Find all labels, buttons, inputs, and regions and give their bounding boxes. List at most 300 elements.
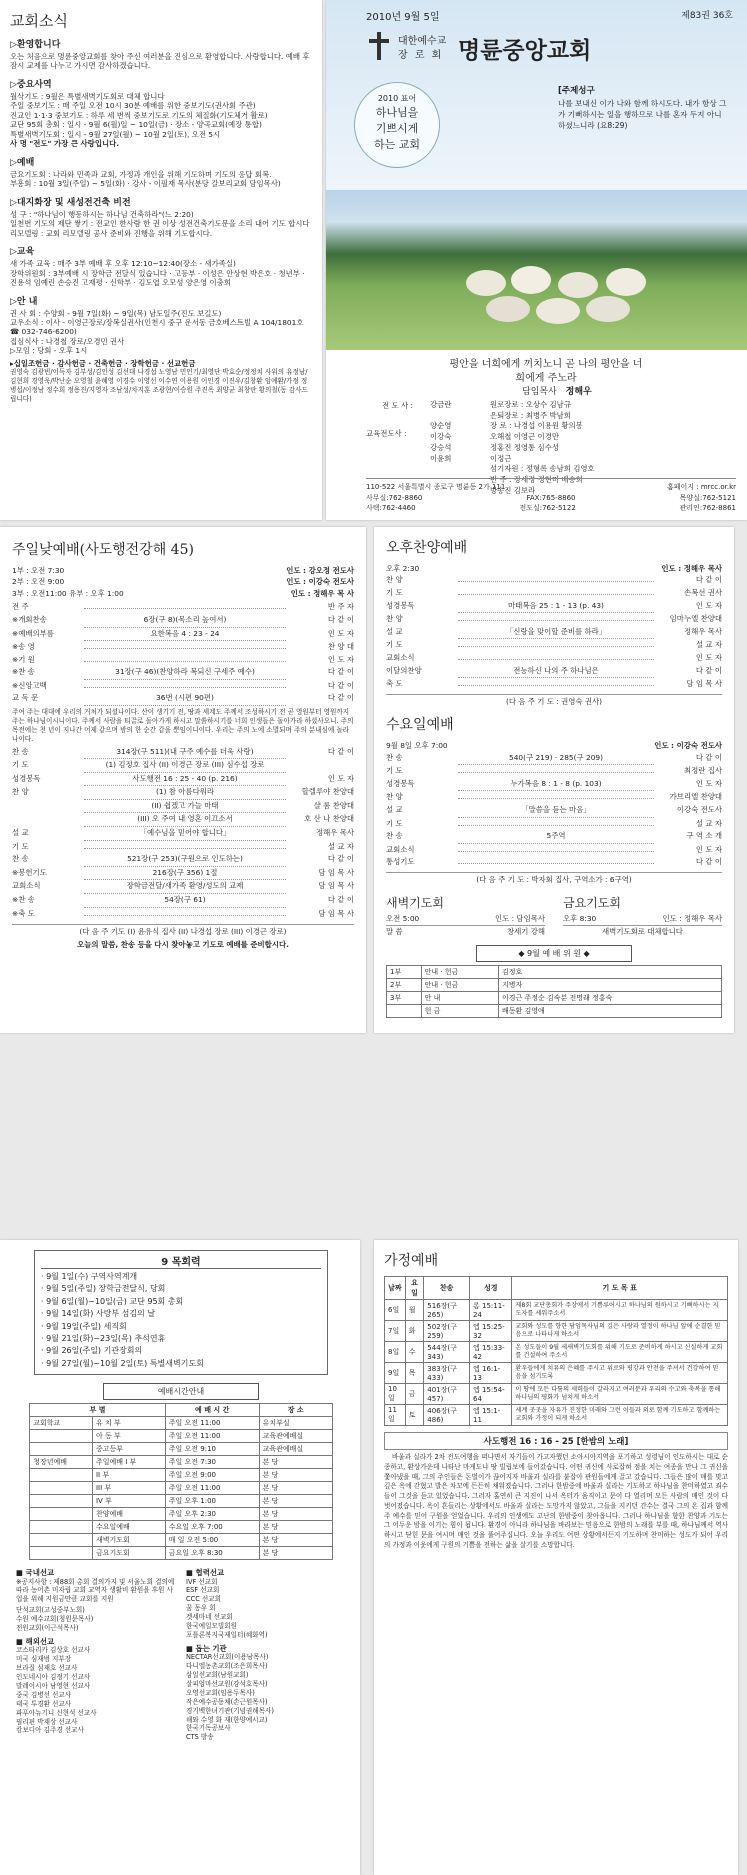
order-item: 기 도	[386, 818, 403, 828]
home-worship-cell: 화	[405, 1321, 424, 1342]
worship-order-row	[12, 867, 354, 881]
home-worship-cell: 502장(구 259)	[424, 1321, 470, 1342]
welcome-text: 오는 처음으로 명륜중앙교회를 찾아 주신 여러분을 진심으로 환영합니다. 사랑합니다. 예배 후 잠시 교제를 나누고 가시면 감사하겠습니다.	[10, 52, 310, 71]
schedule-cell: 본 당	[259, 1469, 332, 1482]
home-worship-cell: 엡 15:1-11	[470, 1405, 512, 1426]
order-content	[458, 581, 654, 582]
ministry-item: 사 명 "전도" 가장 큰 사랑입니다.	[10, 139, 120, 149]
order-of-worship-2	[12, 746, 354, 921]
support-org: 오영선교회(임용두목사)	[186, 1688, 255, 1697]
closing-note: 오늘의 말씀, 찬송 등을 다시 찾아놓고 기도로 예배를 준비합시다.	[77, 939, 289, 949]
coop-org: 포틀론복지국제일터(혜화역)	[186, 1630, 268, 1639]
motto-year: 2010 표어	[377, 94, 417, 103]
home-worship-cell: 금	[405, 1384, 424, 1405]
support-org: 작은예수공동체(손근원목사)	[186, 1697, 268, 1706]
committee-row	[387, 966, 722, 979]
schedule-row	[30, 1417, 333, 1430]
home-worship-row	[385, 1342, 728, 1363]
missionary: 브라질 심재호 선교사	[16, 1664, 78, 1673]
order-content: 314장(구 511)(내 구주 예수를 더욱 사랑)	[84, 746, 286, 760]
worship-order-row	[386, 778, 722, 792]
missionary: 미국 심재범 지부장	[16, 1655, 72, 1664]
worship-item: 부흥회 : 10월 3일(주일) ~ 5일(화) · 강사 - 이필재 목사(분당 갈보리교회 담임목사)	[10, 179, 281, 189]
order-item: 기 도	[386, 588, 403, 598]
order-content: (II) 쉽겠고 가늘 마태	[84, 800, 286, 814]
order-leader: 인 도 자	[327, 773, 354, 783]
calendar-item: · 9월 14일(화) 사랑부 섬김의 날	[41, 1309, 156, 1319]
ministry-item: 월삭기도 : 9월은 특별새벽기도회로 대체 합니다	[10, 91, 165, 101]
friday-title: 금요기도회	[563, 896, 621, 911]
home-worship-table	[384, 1276, 728, 1426]
home-worship-header: 기 도 목 표	[512, 1277, 728, 1300]
calendar-item: · 9월 5일(주일) 장학금전달식, 당회	[41, 1284, 166, 1294]
committee-cell: 안내 · 헌금	[421, 979, 498, 992]
schedule-row	[30, 1547, 333, 1560]
schedule-cell	[30, 1430, 93, 1443]
support-heading: ■ 돕는 기관	[186, 1643, 227, 1653]
order-item: ※개회찬송	[12, 614, 47, 624]
worship-order-row	[12, 853, 354, 867]
order-item: 기 도	[386, 640, 403, 650]
order-content: 사도행전 16 : 25 - 40 (p. 216)	[84, 773, 286, 787]
service-leader: 인도 : 정해우 목 사	[290, 588, 354, 598]
home-worship-cell: 세계 곳곳을 자유가 진정한 미래와 그런 이들과 외로 함께 기도하고 함께하는 교회와 가정이 되게 하소서	[512, 1405, 728, 1426]
order-leader: 인 도 자	[695, 652, 722, 662]
schedule-cell: 수요일 오후 7:00	[165, 1521, 259, 1534]
order-content	[458, 851, 654, 852]
support-org: CTS 방송	[186, 1733, 214, 1742]
schedule-cell: 아 동 부	[92, 1430, 165, 1443]
vision-item: 리모델링 : 교회 리모델링 공사 준비와 진행을 위해 기도합시다.	[10, 228, 213, 238]
schedule-cell	[30, 1508, 93, 1521]
worship-order-row	[12, 746, 354, 760]
order-item: ※축 도	[12, 908, 35, 918]
education-heading: ▷교육	[10, 247, 35, 258]
order-leader: 다 같 이	[695, 575, 722, 585]
committee-row	[387, 992, 722, 1005]
schedule-cell: 교육관예배실	[259, 1443, 332, 1456]
support-org: 다니엘농촌교회(조은희목사)	[186, 1662, 268, 1671]
home-worship-cell: 11일	[385, 1405, 406, 1426]
church-name: 명륜중앙교회	[458, 37, 592, 64]
schedule-row	[30, 1430, 333, 1443]
staff-label: 전 도 사 :	[382, 401, 413, 410]
schedule-cell: 주일 오전 11:00	[165, 1430, 259, 1443]
ministry-heading: ▷중요사역	[10, 79, 52, 90]
schedule-cell: 매 일 오전 5:00	[165, 1534, 259, 1547]
order-content: 누가복음 8 : 1 - 8 (p. 103)	[458, 778, 654, 792]
order-content: 54장(구 61)	[84, 894, 286, 908]
calendar-item: · 9월 19일(주일) 세직회	[41, 1321, 127, 1331]
staff-elders: 원로장로 : 오상수 김남규	[490, 400, 571, 409]
support-org: 삼일선교회(남원교회)	[186, 1671, 249, 1680]
order-content	[458, 685, 654, 686]
schedule-row	[30, 1456, 333, 1469]
home-worship-cell: 이 땅에 모든 다툼의 세력들이 갈라지고 여러분과 우리의 수고와 축복을 통해 하나님의 평화가 넘치게 하소서	[512, 1384, 728, 1405]
home-worship-cell: 8일	[385, 1342, 406, 1363]
schedule-cell: 새벽기도회	[92, 1534, 165, 1547]
order-leader: 다 같 이	[327, 693, 354, 703]
home-worship-cell: 엡 16:1-13	[470, 1363, 512, 1384]
staff-elders: 이정근	[490, 453, 512, 463]
page-cover	[326, 0, 747, 520]
coop-org: IVF 선교회	[186, 1577, 218, 1586]
order-item: 찬 양	[12, 787, 29, 797]
schedule-cell: 본 당	[259, 1456, 332, 1469]
schedule-cell	[30, 1443, 93, 1456]
afternoon-prayer-note: (다 음 주 기 도 : 권영숙 권사)	[386, 694, 722, 706]
wednesday-order	[386, 752, 722, 869]
order-leader: 샬 롬 찬양대	[313, 800, 354, 810]
coop-org: CCC 선교회	[186, 1595, 222, 1604]
order-leader: 담 임 목 사	[686, 679, 722, 689]
worship-order-row	[12, 800, 354, 814]
order-leader: 구 역 소 개	[686, 831, 722, 841]
order-content	[84, 915, 286, 916]
coop-mission-heading: ■ 협력선교	[186, 1568, 225, 1578]
order-item: 기 도	[12, 841, 29, 851]
staff-row	[430, 454, 730, 465]
order-item: 성경봉독	[12, 773, 41, 783]
order-item: 찬 송	[12, 854, 29, 864]
dawn-word-label: 말 씀	[386, 926, 403, 936]
committee-cell: 안내 · 헌금	[421, 966, 498, 979]
staff-elders: 은퇴장로 : 최병주 박남희	[490, 410, 571, 420]
order-leader: 다 같 이	[327, 854, 354, 864]
responsive-reading: 주여 주는 대대에 우리의 거처가 되셨나이다. 산이 생기기 전, 땅과 세계도 주께서 조성하시기 전 곧 영원부터 영원까지 주는 하나님이시니이다. 주께서 사람을 티끌로 돌아가게 하시고 말씀하시기를 너희 인생들은 돌아가라 하셨사오니. 주의 목전에는 천 년이 지나간 어제 같으며 밤의 한 순간 같을 뿐임이니이다. 우리는 주의 노에 소멸되며 주의 분내심에 놀라나이다.	[12, 708, 354, 743]
service-time: 2부 : 오전 9:00	[12, 577, 65, 587]
church-news-title: 교회소식	[10, 12, 68, 30]
denomination-2: 장 로 회	[398, 50, 444, 61]
order-content	[84, 608, 286, 609]
page-calendar	[0, 1240, 360, 1875]
order-leader: 다 같 이	[327, 746, 354, 756]
schedule-cell: II 부	[92, 1469, 165, 1482]
order-item: 찬 양	[386, 792, 403, 802]
schedule-row	[30, 1469, 333, 1482]
order-content	[458, 825, 654, 826]
staff-elders: 섬기자원 : 정형록 송남희 김영호	[490, 464, 595, 474]
calendar-box	[34, 1250, 328, 1375]
coop-org: 한국예일모빌회원	[186, 1622, 237, 1631]
staff-evangelist: 이윤희	[430, 453, 452, 463]
schedule-row	[30, 1521, 333, 1534]
order-content: 36번 (시편 90편)	[84, 692, 286, 706]
home-worship-cell: 383장(구 433)	[424, 1363, 470, 1384]
home-worship-header: 날짜	[385, 1277, 406, 1300]
worship-order-row	[386, 678, 722, 691]
page-church-news	[0, 0, 322, 520]
worship-order-row	[386, 652, 722, 665]
order-leader: 다 같 이	[695, 665, 722, 675]
worship-order-row	[12, 773, 354, 787]
service-time: 1부 : 오전 7:30	[12, 566, 65, 575]
info-heading: ▷안 내	[10, 296, 38, 307]
bulletin-issue: 제83권 36호	[681, 11, 733, 21]
schedule-cell: III 부	[92, 1482, 165, 1495]
vision-item: 일천번 기도의 제단 쌓기 : 전교인 한사람 한 권 이상 성전건축기도문을 소리 내어 기도 합시다	[10, 219, 310, 229]
schedule-cell: 교회학교	[30, 1417, 93, 1430]
order-leader: 설 교 자	[327, 841, 354, 851]
worship-order-row	[386, 626, 722, 640]
schedule-cell: 본 당	[259, 1534, 332, 1547]
staff-evangelist: 이강숙	[430, 432, 452, 442]
order-leader: 다 같 이	[327, 894, 354, 904]
schedule-heading: 예배시간안내	[103, 1383, 259, 1400]
website: 홈페이지 : mrcc.or.kr	[667, 483, 736, 491]
ministry-item: 주일 중보기도 : 매 주일 오전 10시 30분 예배를 위한 중보기도(권사회 주관)	[10, 101, 256, 111]
wednesday-leader: 인도 : 이강숙 전도사	[654, 741, 722, 751]
order-item: 교회소식	[386, 844, 415, 854]
afternoon-time: 오후 2:30	[386, 564, 420, 573]
home-worship-cell: 401장(구 457)	[424, 1384, 470, 1405]
order-leader: 정해우 목사	[683, 626, 722, 636]
order-item: ※찬 송	[12, 894, 35, 904]
home-worship-cell: 온 성도들이 9월 세새벽기도회를 위해 기도로 준비하게 하시고 신실하게 교회를 건설하여 주소서	[512, 1342, 728, 1363]
worship-order-row	[12, 813, 354, 827]
committee-cell: 안 내	[421, 992, 498, 1005]
denomination-1: 대한예수교	[398, 36, 447, 47]
offering-list: 권영숙 김광빈/이득자 김부성/김인성 김선대 나경섭 노영남 민인기/최영단 박효순/정정치 사위의 유정남/김현희 경영욱/박난순 오영철 윤혜영 이경수 이영선 이수연 이용원 이인경 이진우/김창환 임예환/가정 정병섭/이정남 정수희 정용진/지영자 조남성/차지훈 조광현/이승원 주진옥 최양균 최창란 황의철(동 감사드립니다)	[10, 368, 308, 403]
worship-heading: ▷예배	[10, 157, 35, 168]
office-phone: 사무실:762-8860	[366, 493, 423, 502]
missionary: 태국 투경환 선교사	[16, 1699, 72, 1708]
order-item: 성경봉독	[386, 778, 415, 788]
order-item: 교 독 문	[12, 693, 39, 703]
staff-evangelist: 양순영	[430, 421, 452, 431]
church-logo	[366, 30, 392, 62]
worship-order-row	[386, 639, 722, 652]
education-item: 새 가족 교육 : 매주 3부 예배 후 오후 12:10~12:40(장소 - 새가족실)	[10, 259, 236, 269]
worship-order-row	[386, 613, 722, 626]
order-leader: 다 같 이	[327, 680, 354, 690]
order-item: ※찬 송	[12, 667, 35, 677]
schedule-cell	[30, 1469, 93, 1482]
order-content	[458, 620, 654, 621]
schedule-cell: 본 당	[259, 1508, 332, 1521]
committee-cell: 배동환 김영애	[499, 1005, 722, 1018]
home-worship-row	[385, 1300, 728, 1321]
committee-cell: 헌 금	[421, 1005, 498, 1018]
info-item: 권 사 회 : 수양회 - 9월 7일(화) ~ 9일(목) 남도일주(진도 보길도)	[10, 308, 222, 318]
motto-badge	[354, 82, 440, 168]
order-item: 찬 송	[386, 831, 403, 841]
calendar-item: · 9월 6일(월)~10일(금) 교단 95회 총회	[41, 1296, 184, 1306]
domestic-mission-text: ※공지사항 : 제88회 총회 결의가지 및 서울노회 결의에 따라 농어촌 미자립 교회 교역자 생활비 환원을 후원 사업을 위해 지원금만큼 교회를 지원	[16, 1577, 175, 1604]
schedule-cell: 금요일 오후 8:30	[165, 1547, 259, 1560]
offering-heading: ▸십일조헌금 · 감사헌금 · 건축헌금 · 장학헌금 · 선교헌금	[10, 358, 196, 368]
order-item: 성경봉독	[386, 600, 415, 610]
study-phone: 목양실:762-5121	[679, 493, 736, 502]
staff-elders: 장 로 : 나경섭 이용원 황의봉	[490, 421, 583, 431]
support-org: 경기백한녀기관(기념권해목사)	[186, 1706, 274, 1715]
info-item: 교우소식 : 이사 - 이영근장로/장복실권사(인천시 중구 운서동 금호베스트빌 A 104/1801호 ☎ 032-746-6200)	[10, 317, 304, 337]
meditation-text: 바울과 실라가 2차 전도여행을 떠나면서 자기들이 가고자했던 소아시아지역을 포기하고 성령님이 인도하시는 대로 순종하고, 환상가운데 나타난 마게도냐 땅 빌립보에 들어갔습니다. 어떤 귀신에 사로잡혀 점을 치는 여종을 만나 그 귀신을 쫓아냈을 때, 그의 주인들은 돈벌이가 끊어지자 바울과 실라를 붙잡아 관원들에게 끌고 갔습니다. 그들은 많이 매를 맞고 깊은 옥에 갇혔고 발은 차꼬에 든든히 채워졌습니다. 그러나 한밤중에 바울과 실라는 기도하고 하나님을 찬미하였고 죄수들이 그것을 듣고 있었습니다. 그러자 홀연히 큰 지진이 나서 옥터가 움직이고 문이 다 열리며 모든 사람의 매인 것이 다 벗어졌습니다. 옥이 흔들리는 상황에서도 바울과 실라는 도망가지 않았고, 그들을 지키던 간수는 결국 그의 온 집과 함께 주 예수를 믿어 구원을 얻었습니다. 우리의 인생에도 고난의 한밤중이 찾아옵니다. 그러나 하나님을 향한 찬양과 기도는 그 어두운 밤을 이기는 힘이 됩니다. 환경이 아니라 하나님을 바라보는 믿음으로 한밤의 노래를 부를 때, 하나님께서 역사하시고 닫힌 문을 여시며 매인 것을 풀어주십니다. 오늘 우리도 어떤 상황에서든지 기도하며 찬미하는 성도가 되어 우리의 가정과 이웃에게 구원의 기쁨을 전하는 삶을 살기를 소망합니다.	[384, 1453, 728, 1549]
home-worship-cell: 9일	[385, 1363, 406, 1384]
schedule-row	[30, 1495, 333, 1508]
address-block	[366, 478, 736, 514]
friday-time: 오후 8:30	[563, 914, 597, 924]
order-content	[458, 798, 654, 799]
order-leader: 인 도 자	[695, 600, 722, 610]
schedule-cell: 금요기도회	[92, 1547, 165, 1560]
worship-item: 금요기도회 : 나라와 민족과 교회, 가정과 개인을 위해 기도하며 기도의 응답 회복.	[10, 169, 272, 179]
service-time: 3부 : 오전11:00 유부 : 오후 1:00	[12, 588, 124, 598]
order-content: 장학금전달/새가족 환영/성도의 교제	[84, 880, 286, 894]
wednesday-note: (다 음 주 기 도 : 박자회 집사, 구역소가 : 6구역)	[386, 872, 722, 884]
order-leader: 다 같 이	[327, 614, 354, 624]
order-leader: 담 임 목 사	[318, 908, 354, 918]
schedule-row	[30, 1508, 333, 1521]
committee-heading: ◆ 9월 예 배 위 원 ◆	[476, 945, 632, 962]
worship-order-row	[386, 665, 722, 679]
worship-order-row	[12, 880, 354, 894]
peace-verse: 평안을 너희에게 끼치노니 곧 나의 평안을 너희에게 주노라	[449, 359, 643, 384]
order-content: 요한복음 4 : 23 - 24	[84, 628, 286, 642]
order-leader: 설 교 자	[695, 818, 722, 828]
schedule-cell: 본 당	[259, 1495, 332, 1508]
home-worship-header: 찬송	[424, 1277, 470, 1300]
mission-church: 전원교회(이근석목사)	[16, 1624, 79, 1633]
staff-elders: 오해철 이영근 이경만	[490, 432, 559, 442]
staff-row	[430, 432, 730, 443]
order-item: 찬 송	[386, 752, 403, 762]
home-worship-cell: 수	[405, 1342, 424, 1363]
schedule-cell: 수요일예배	[92, 1521, 165, 1534]
schedule-cell: 주일예배 I 부	[92, 1456, 165, 1469]
vision-heading: ▷대지화장 및 새성전건축 비전	[10, 197, 131, 208]
bulletin-date: 2010년 9월 5일	[366, 12, 440, 23]
caretaker-phone: 관리인:762-8861	[679, 504, 736, 512]
home-worship-header: 요일	[405, 1277, 424, 1300]
schedule-cell	[30, 1547, 93, 1560]
page-afternoon-service	[374, 527, 734, 1033]
order-content: (1) 참 아름다워라	[84, 786, 286, 800]
order-leader: 정해우 목사	[315, 828, 354, 838]
worship-order-row	[386, 791, 722, 804]
friday-note: 새벽기도회로 대체합니다	[602, 926, 683, 936]
support-org: 해와 수영 화 재(한양예시교)	[186, 1715, 268, 1724]
worship-order-row	[386, 844, 722, 857]
dawn-leader: 인도 : 담임목사	[494, 914, 545, 924]
schedule-cell: 교육관예배실	[259, 1430, 332, 1443]
page-sunday-service	[0, 527, 366, 1033]
page-home-worship	[374, 1240, 738, 1875]
home-worship-cell: 544장(구 343)	[424, 1342, 470, 1363]
service-time-row	[12, 588, 354, 599]
order-content: 「신랑을 맞이할 준비를 하라」	[458, 626, 654, 640]
service-leader: 인도 : 강오정 전도사	[286, 566, 354, 575]
order-content: 「예수님을 믿어야 합니다」	[84, 827, 286, 841]
motto-line: 기쁘시게	[375, 122, 419, 135]
service-time-row	[12, 576, 354, 587]
worship-order-row	[12, 894, 354, 908]
order-content: 마태복음 25 : 1 - 13 (p. 43)	[458, 600, 654, 614]
schedule-cell: 유 치 부	[92, 1417, 165, 1430]
schedule-header: 부 별	[30, 1404, 166, 1417]
wednesday-time: 9월 8일 오후 7:00	[386, 741, 448, 751]
order-item: ※봉헌기도	[12, 867, 47, 877]
worship-order-row	[12, 759, 354, 773]
missionary: 말레이시아 남영현 선교사	[16, 1681, 91, 1690]
parsonage-phone: 사택:762-4460	[366, 504, 416, 512]
committee-cell: 지병자	[499, 979, 722, 992]
order-leader: 다 같 이	[327, 667, 354, 677]
worship-order-row	[12, 666, 354, 680]
worship-order-row	[386, 587, 722, 600]
calendar-item: · 9월 26일(주일) 기관장회의	[41, 1346, 143, 1356]
ministry-item: 교단 95회 총회 : 일시 - 9월 6(월)일 ~ 10일(금) · 장소 - 양곡교회(예장 통합)	[10, 120, 262, 130]
home-worship-cell: 제8회 교단총회가 주장에서 기쁨루어시고 하나님의 원하시고 기뻐하시는 지도자를 세워주소서	[512, 1300, 728, 1321]
home-worship-row	[385, 1405, 728, 1426]
worship-order-row	[12, 680, 354, 693]
worship-order-row	[386, 818, 722, 831]
order-leader: 다 같 이	[695, 752, 722, 762]
schedule-cell: 주일 오전 7:30	[165, 1456, 259, 1469]
home-worship-cell: 7일	[385, 1321, 406, 1342]
order-item: 교회소식	[12, 881, 41, 891]
ministry-item: 특별새벽기도회 : 일시 - 9월 27일(월) ~ 10월 2일(토), 오전 5시	[10, 129, 221, 139]
foreign-mission-heading: ■ 해외선교	[16, 1636, 55, 1646]
home-worship-cell: 교회와 성도를 향한 담임목사님의 깊은 사랑과 열정이 하나님 앞에 순결한 믿음으로 나타나게 하소서	[512, 1321, 728, 1342]
home-worship-cell: 엡 15:25-32	[470, 1321, 512, 1342]
missionary: 파푸아뉴기니 신현석 선교사	[16, 1708, 97, 1717]
order-of-worship	[12, 601, 354, 706]
schedule-cell: 주일 오후 2:30	[165, 1508, 259, 1521]
home-worship-row	[385, 1321, 728, 1342]
committee-table	[386, 965, 722, 1018]
home-worship-cell: 월	[405, 1300, 424, 1321]
order-item: 전 주	[12, 602, 29, 612]
order-content	[458, 863, 654, 864]
worship-order-row	[12, 692, 354, 706]
order-item: ※송 영	[12, 642, 35, 652]
worship-order-row	[386, 856, 722, 869]
order-leader: 할렐루야 찬양대	[301, 787, 354, 797]
home-worship-cell: 406장(구 486)	[424, 1405, 470, 1426]
staff-row	[430, 400, 730, 411]
home-worship-cell: 엡 15:54-64	[470, 1384, 512, 1405]
home-worship-cell: 환우들에게 치유의 은혜를 주시고 위로와 평강과 안전을 주셔서 건강하여 믿음을 섬기도록	[512, 1363, 728, 1384]
afternoon-title: 오후찬양예배	[386, 540, 468, 556]
order-leader: 호 산 나 찬양대	[304, 814, 354, 824]
worship-order-row	[12, 786, 354, 800]
schedule-header: 장 소	[259, 1404, 332, 1417]
home-worship-cell: 토	[405, 1405, 424, 1426]
order-content: (III) 오 주여 내 영혼 이끄소서	[84, 813, 286, 827]
staff-evangelist: 강승석	[430, 442, 452, 452]
schedule-row	[30, 1443, 333, 1456]
order-leader: 반 주 자	[327, 602, 354, 612]
order-leader: 담 임 목 사	[318, 881, 354, 891]
schedule-header: 예 배 시 간	[165, 1404, 259, 1417]
committee-cell: 1부	[387, 966, 422, 979]
worship-order-row	[12, 628, 354, 642]
order-leader: 담 임 목 사	[318, 867, 354, 877]
worship-order-row	[12, 841, 354, 854]
worship-order-row	[12, 614, 354, 628]
fax: FAX:765-8860	[526, 493, 576, 502]
order-item: 찬 송	[12, 746, 29, 756]
calendar-item: · 9월 21일(화)~23일(목) 추석연휴	[41, 1333, 166, 1343]
sunday-title-main: 주일낮예배	[12, 542, 80, 558]
senior-pastor	[522, 384, 592, 397]
mission-church: 수원 예수교회(청원문목사)	[16, 1615, 94, 1624]
coop-org: 겟세마네 선교회	[186, 1613, 233, 1622]
staff-row	[430, 411, 730, 422]
motto-line: 하는 교회	[373, 138, 420, 151]
order-item: 축 도	[386, 679, 403, 689]
